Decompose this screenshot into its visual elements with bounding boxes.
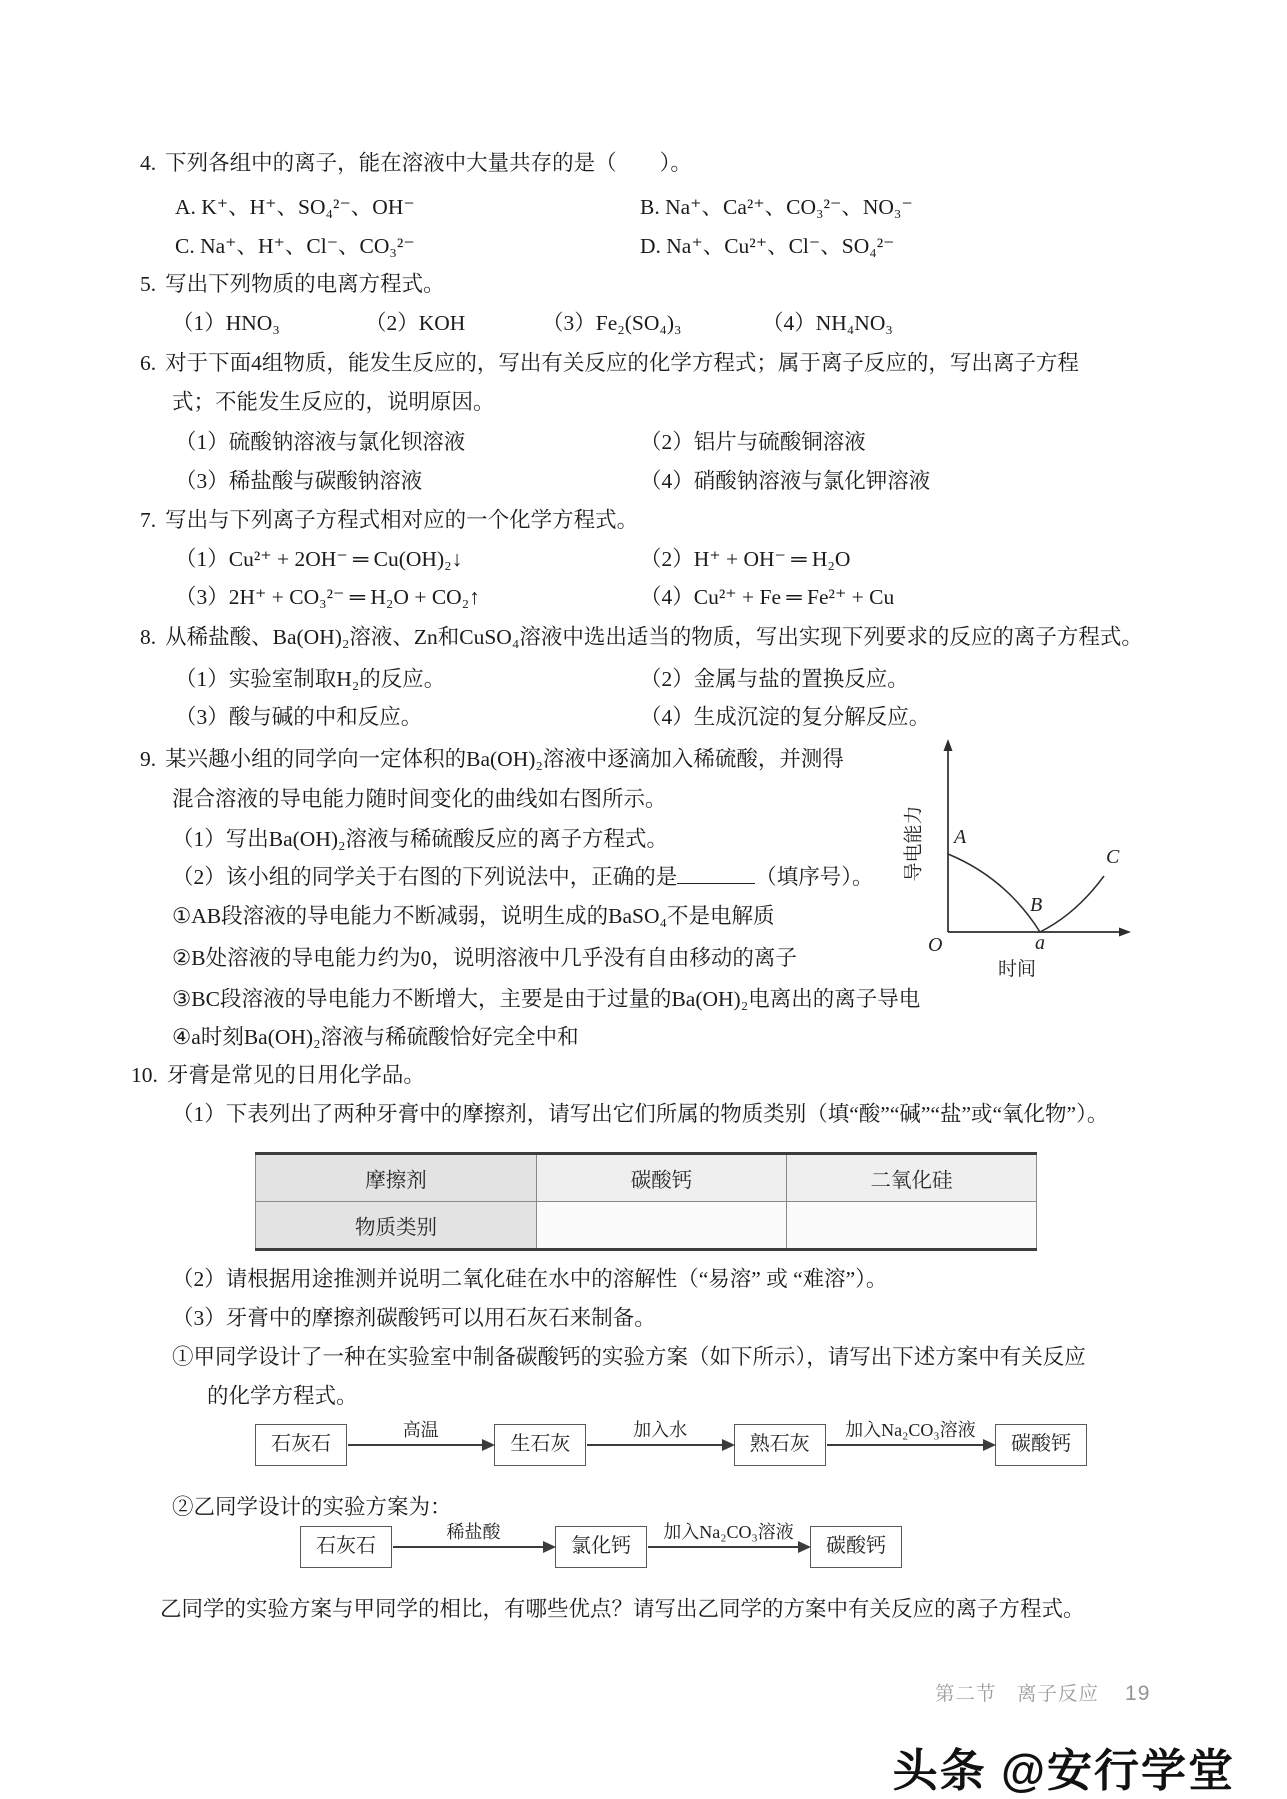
- table-header-abrasive: 摩擦剂: [256, 1154, 537, 1202]
- flow2-arrow-2: [648, 1522, 809, 1548]
- table-cell-category-1: [536, 1202, 786, 1250]
- flow-diagram-plan2: [300, 1524, 902, 1570]
- q10-sub-2: （2）请根据用途推测并说明二氧化硅在水中的溶解性（“易溶” 或 “难溶”）。: [172, 1267, 888, 1291]
- q7-equation-4: （4）Cu²⁺ + Fe ═ Fe²⁺ + Cu: [640, 585, 895, 609]
- question-10-text: 牙膏是常见的日用化学品。: [166, 1063, 425, 1087]
- q10-plan2-label: ②乙同学设计的实验方案为：: [172, 1495, 452, 1519]
- q6-item-3: （3）稀盐酸与碳酸钠溶液: [175, 469, 423, 493]
- question-4-number: 4.: [140, 151, 157, 175]
- q10-closing-text: 乙同学的实验方案与甲同学的相比，有哪些优点？请写出乙同学的方案中有关反应的离子方程式。: [160, 1597, 1085, 1621]
- q9-sub-1: （1）写出Ba(OH)₂溶液与稀硫酸反应的离子方程式。: [172, 827, 669, 851]
- flow1-arrow-2-label: 加入水: [633, 1420, 688, 1440]
- question-5-number: 5.: [140, 272, 157, 296]
- question-6-number: 6.: [140, 351, 157, 375]
- flow1-arrow-3: [827, 1420, 994, 1446]
- question-6-stem: [140, 350, 1079, 377]
- q10-sub-1: （1）下表列出了两种牙膏中的摩擦剂，请写出它们所属的物质类别（填“酸”“碱”“盐”或“氧化物”）。: [172, 1102, 1109, 1126]
- graph-point-C-label: C: [1106, 846, 1120, 868]
- q6-item-1: （1）硫酸钠溶液与氯化钡溶液: [175, 430, 466, 454]
- q6-item-4: （4）硝酸钠溶液与氯化钾溶液: [640, 469, 931, 493]
- q9-choice-3: ③BC段溶液的导电能力不断增大，主要是由于过量的Ba(OH)₂电离出的离子导电: [172, 987, 921, 1011]
- flow1-box-quicklime: 生石灰: [494, 1424, 586, 1466]
- q5-item-2: （2）KOH: [365, 311, 466, 335]
- question-6-text-line2: 式；不能发生反应的，说明原因。: [172, 390, 495, 414]
- footer-section-title: 第二节 离子反应: [935, 1684, 1100, 1705]
- question-9-stem: [140, 746, 844, 773]
- flow1-arrow-1-label: 高温: [402, 1420, 439, 1440]
- q4-option-a: A. K⁺、H⁺、SO₄²⁻、OH⁻: [175, 195, 415, 219]
- abrasive-table-header-row: [256, 1154, 1037, 1202]
- q4-option-b: B. Na⁺、Ca²⁺、CO₃²⁻、NO₃⁻: [640, 195, 913, 219]
- conductivity-time-graph: [886, 736, 1142, 980]
- table-cell-category-2: [786, 1202, 1036, 1250]
- flow1-box-slaked-lime: 熟石灰: [734, 1424, 826, 1466]
- q8-item-4: （4）生成沉淀的复分解反应。: [640, 705, 931, 729]
- q9-answer-blank: [677, 865, 755, 884]
- question-5-text: 写出下列物质的电离方程式。: [165, 272, 445, 296]
- flow2-box-calcium-chloride: 氯化钙: [555, 1526, 647, 1568]
- graph-y-axis-label: 导电能力: [903, 805, 925, 882]
- flow2-box-calcium-carbonate: 碳酸钙: [810, 1526, 902, 1568]
- q9-sub-2-suffix: （填序号）。: [755, 865, 874, 889]
- flow-diagram-plan1: [255, 1422, 1087, 1468]
- flow2-box-limestone: 石灰石: [300, 1526, 392, 1568]
- q5-item-3: （3）Fe₂(SO₄)₃: [542, 311, 682, 335]
- graph-origin-label: O: [928, 934, 943, 956]
- flow2-arrow-1: [393, 1522, 554, 1548]
- abrasive-table-category-row: [256, 1202, 1037, 1250]
- q8-item-1: （1）实验室制取H₂的反应。: [175, 667, 446, 691]
- question-8-number: 8.: [140, 625, 157, 649]
- q8-item-3: （3）酸与碱的中和反应。: [175, 705, 423, 729]
- q8-item-2: （2）金属与盐的置换反应。: [640, 667, 909, 691]
- question-4-stem: [140, 150, 692, 177]
- q7-equation-2: （2）H⁺ + OH⁻ ═ H₂O: [640, 547, 851, 571]
- q5-item-1: （1）HNO₃: [172, 311, 280, 335]
- question-9-text-line1: 某兴趣小组的同学向一定体积的Ba(OH)₂溶液中逐滴加入稀硫酸，并测得: [165, 747, 844, 771]
- q9-sub-2-text: （2）该小组的同学关于右图的下列说法中，正确的是: [172, 865, 678, 889]
- flow1-arrow-2: [587, 1420, 732, 1446]
- q6-item-2: （2）铝片与硫酸铜溶液: [640, 430, 866, 454]
- graph-x-axis-label: 时间: [998, 959, 1037, 980]
- flow1-arrow-3-label: 加入Na₂CO₃溶液: [845, 1420, 976, 1440]
- q7-equation-1: （1）Cu²⁺ + 2OH⁻ ═ Cu(OH)₂↓: [175, 547, 463, 571]
- page-footer: [935, 1678, 1150, 1706]
- question-8-stem: [140, 624, 1143, 651]
- q4-option-d: D. Na⁺、Cu²⁺、Cl⁻、SO₄²⁻: [640, 234, 895, 258]
- table-header-calcium-carbonate: 碳酸钙: [536, 1154, 786, 1202]
- q5-item-4: （4）NH₄NO₃: [762, 311, 893, 335]
- q9-choice-4: ④a时刻Ba(OH)₂溶液与稀硫酸恰好完全中和: [172, 1025, 579, 1049]
- q10-sub-3: （3）牙膏中的摩擦剂碳酸钙可以用石灰石来制备。: [172, 1306, 656, 1330]
- q9-choice-1: ①AB段溶液的导电能力不断减弱，说明生成的BaSO₄不是电解质: [172, 904, 775, 928]
- table-row-label-category: 物质类别: [256, 1202, 537, 1250]
- question-7-number: 7.: [140, 508, 157, 532]
- flow1-box-calcium-carbonate: 碳酸钙: [995, 1424, 1087, 1466]
- watermark: 头条 @安行学堂: [892, 1745, 1235, 1796]
- q4-option-c: C. Na⁺、H⁺、Cl⁻、CO₃²⁻: [175, 234, 415, 258]
- question-9-number: 9.: [140, 747, 157, 771]
- q9-choice-2: ②B处溶液的导电能力约为0，说明溶液中几乎没有自由移动的离子: [172, 946, 797, 970]
- question-10-number: 10.: [131, 1063, 158, 1087]
- table-header-silicon-dioxide: 二氧化硅: [786, 1154, 1036, 1202]
- question-9-text-line2: 混合溶液的导电能力随时间变化的曲线如右图所示。: [172, 787, 667, 811]
- question-7-text: 写出与下列离子方程式相对应的一个化学方程式。: [165, 508, 639, 532]
- question-6-text-line1: 对于下面4组物质，能发生反应的，写出有关反应的化学方程式；属于离子反应的，写出离子方程: [165, 351, 1079, 375]
- graph-point-B-label: B: [1030, 894, 1043, 916]
- question-4-text: 下列各组中的离子，能在溶液中大量共存的是（ ）。: [165, 151, 692, 175]
- q10-plan1-line1: ①甲同学设计了一种在实验室中制备碳酸钙的实验方案（如下所示），请写出下述方案中有关反应: [172, 1345, 1086, 1369]
- q10-plan1-line2: 的化学方程式。: [207, 1384, 358, 1408]
- question-8-text: 从稀盐酸、Ba(OH)₂溶液、Zn和CuSO₄溶液中选出适当的物质，写出实现下列要求的反应的离子方程式。: [165, 625, 1143, 649]
- graph-point-A-label: A: [954, 826, 967, 848]
- q7-equation-3: （3）2H⁺ + CO₃²⁻ ═ H₂O + CO₂↑: [175, 585, 480, 609]
- footer-page-number: 19: [1125, 1682, 1151, 1705]
- question-7-stem: [140, 507, 638, 534]
- flow1-box-limestone: 石灰石: [255, 1424, 347, 1466]
- question-10-stem: [131, 1062, 425, 1089]
- question-5-stem: [140, 271, 445, 298]
- flow1-arrow-1: [348, 1420, 493, 1446]
- abrasive-table: [255, 1152, 1037, 1251]
- q9-sub-2: [172, 864, 874, 891]
- graph-x-tick-a-label: a: [1035, 932, 1045, 954]
- flow2-arrow-1-label: 稀盐酸: [446, 1522, 501, 1542]
- flow2-arrow-2-label: 加入Na₂CO₃溶液: [663, 1522, 794, 1542]
